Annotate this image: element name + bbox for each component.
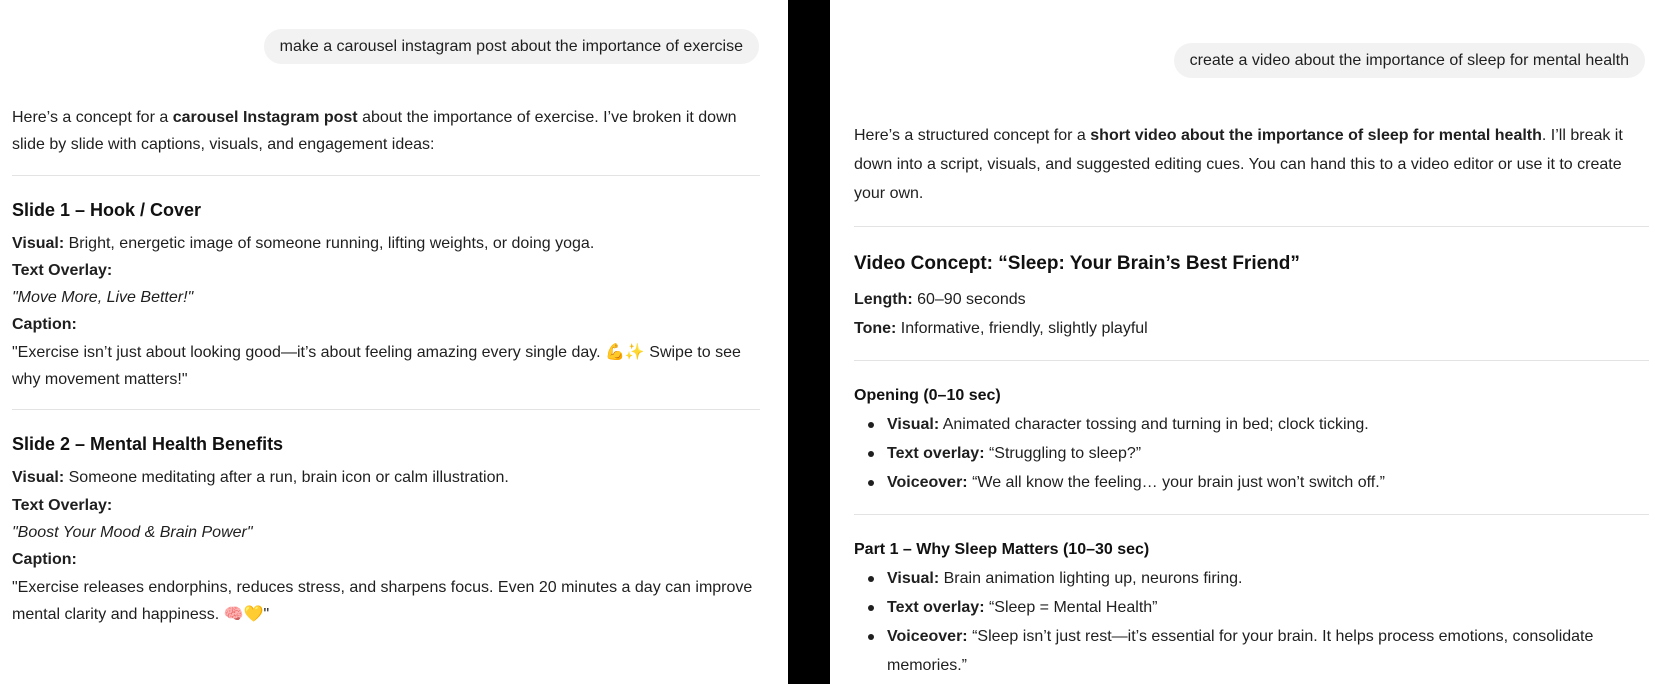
item-label: Visual: [887, 416, 940, 433]
user-message-text: make a carousel instagram post about the importance of exercise [279, 38, 743, 55]
intro-text: Here’s a concept for a [12, 109, 173, 126]
intro-text-end: . I’ll break it down into a script, visuals, and suggested editing cues. You can hand this to a video editor or use it to create your own. [854, 127, 1623, 202]
overlay-label: Text Overlay: [12, 496, 113, 514]
length-label: Length: [854, 291, 913, 308]
length-line [854, 285, 1649, 314]
divider [854, 514, 1649, 515]
list-item [854, 622, 1649, 680]
divider [854, 226, 1649, 227]
user-message-text: create a video about the importance of sleep for mental health [1189, 52, 1629, 69]
caption-label: Caption: [12, 316, 77, 334]
video-section-opening [854, 384, 1649, 497]
visual-label: Visual: [12, 234, 65, 252]
overlay-text: "Boost Your Mood & Brain Power" [12, 523, 253, 541]
bullet-list [854, 564, 1649, 680]
item-label: Voiceover: [887, 628, 968, 645]
assistant-response [854, 121, 1649, 680]
concept-title: Video Concept: “Sleep: Your Brain’s Best Friend” [854, 253, 1300, 274]
visual-label: Visual: [12, 469, 65, 487]
divider [12, 409, 760, 410]
video-section-part-1 [854, 538, 1649, 680]
user-message-bubble [1174, 43, 1645, 78]
item-text: Animated character tossing and turning in bed; clock ticking. [939, 416, 1369, 433]
user-message-bubble [264, 29, 759, 64]
item-text: “Sleep = Mental Health” [984, 599, 1158, 616]
list-item [854, 593, 1649, 622]
list-item [854, 439, 1649, 468]
caption-text: "Exercise isn’t just about looking good—it’s about feeling amazing every single day. 💪✨ Swipe to see why movement matters!" [12, 343, 741, 389]
length-value: 60–90 seconds [912, 291, 1026, 308]
response-intro [12, 104, 760, 159]
tone-value: Informative, friendly, slightly playful [896, 320, 1148, 337]
item-text: “Struggling to sleep?” [984, 445, 1142, 462]
slide-section-1 [12, 198, 760, 394]
section-title: Opening (0–10 sec) [854, 387, 1001, 404]
right-chat-pane [830, 0, 1655, 684]
overlay-label: Text Overlay: [12, 261, 113, 279]
intro-text-end: about the importance of exercise. I’ve broken it down slide by slide with captions, visuals, and engagement ideas: [12, 109, 737, 154]
visual-line [12, 464, 760, 491]
intro-text: Here’s a structured concept for a [854, 127, 1091, 144]
overlay-text: "Move More, Live Better!" [12, 289, 194, 307]
item-text: “Sleep isn’t just rest—it’s essential for your brain. It helps process emotions, consolidate memories.” [887, 628, 1594, 674]
item-label: Voiceover: [887, 474, 968, 491]
visual-text: Someone meditating after a run, brain icon or calm illustration. [64, 469, 509, 487]
list-item [854, 410, 1649, 439]
divider [12, 175, 760, 176]
visual-text: Bright, energetic image of someone running, lifting weights, or doing yoga. [64, 234, 595, 252]
response-intro [854, 121, 1649, 208]
slide-section-2 [12, 432, 760, 628]
caption-label: Caption: [12, 551, 77, 569]
tone-label: Tone: [854, 320, 897, 337]
bullet-list [854, 410, 1649, 497]
visual-line [12, 230, 760, 257]
intro-bold: short video about the importance of sleep for mental health [1090, 127, 1542, 144]
assistant-response [12, 104, 760, 628]
list-item [854, 564, 1649, 593]
slide-title: Slide 2 – Mental Health Benefits [12, 434, 284, 455]
item-label: Text overlay: [887, 599, 985, 616]
item-label: Text overlay: [887, 445, 985, 462]
item-label: Visual: [887, 570, 940, 587]
item-text: Brain animation lighting up, neurons firing. [939, 570, 1243, 587]
caption-text: "Exercise releases endorphins, reduces stress, and sharpens focus. Even 20 minutes a day can improve mental clarity and happiness. 🧠💛" [12, 578, 753, 623]
tone-line [854, 314, 1649, 343]
black-separator [788, 0, 830, 684]
intro-bold: carousel Instagram post [172, 109, 358, 126]
slide-title: Slide 1 – Hook / Cover [12, 199, 202, 220]
list-item [854, 468, 1649, 497]
section-title: Part 1 – Why Sleep Matters (10–30 sec) [854, 541, 1150, 558]
left-chat-pane [0, 0, 788, 684]
divider [854, 360, 1649, 361]
item-text: “We all know the feeling… your brain just won’t switch off.” [967, 474, 1385, 491]
